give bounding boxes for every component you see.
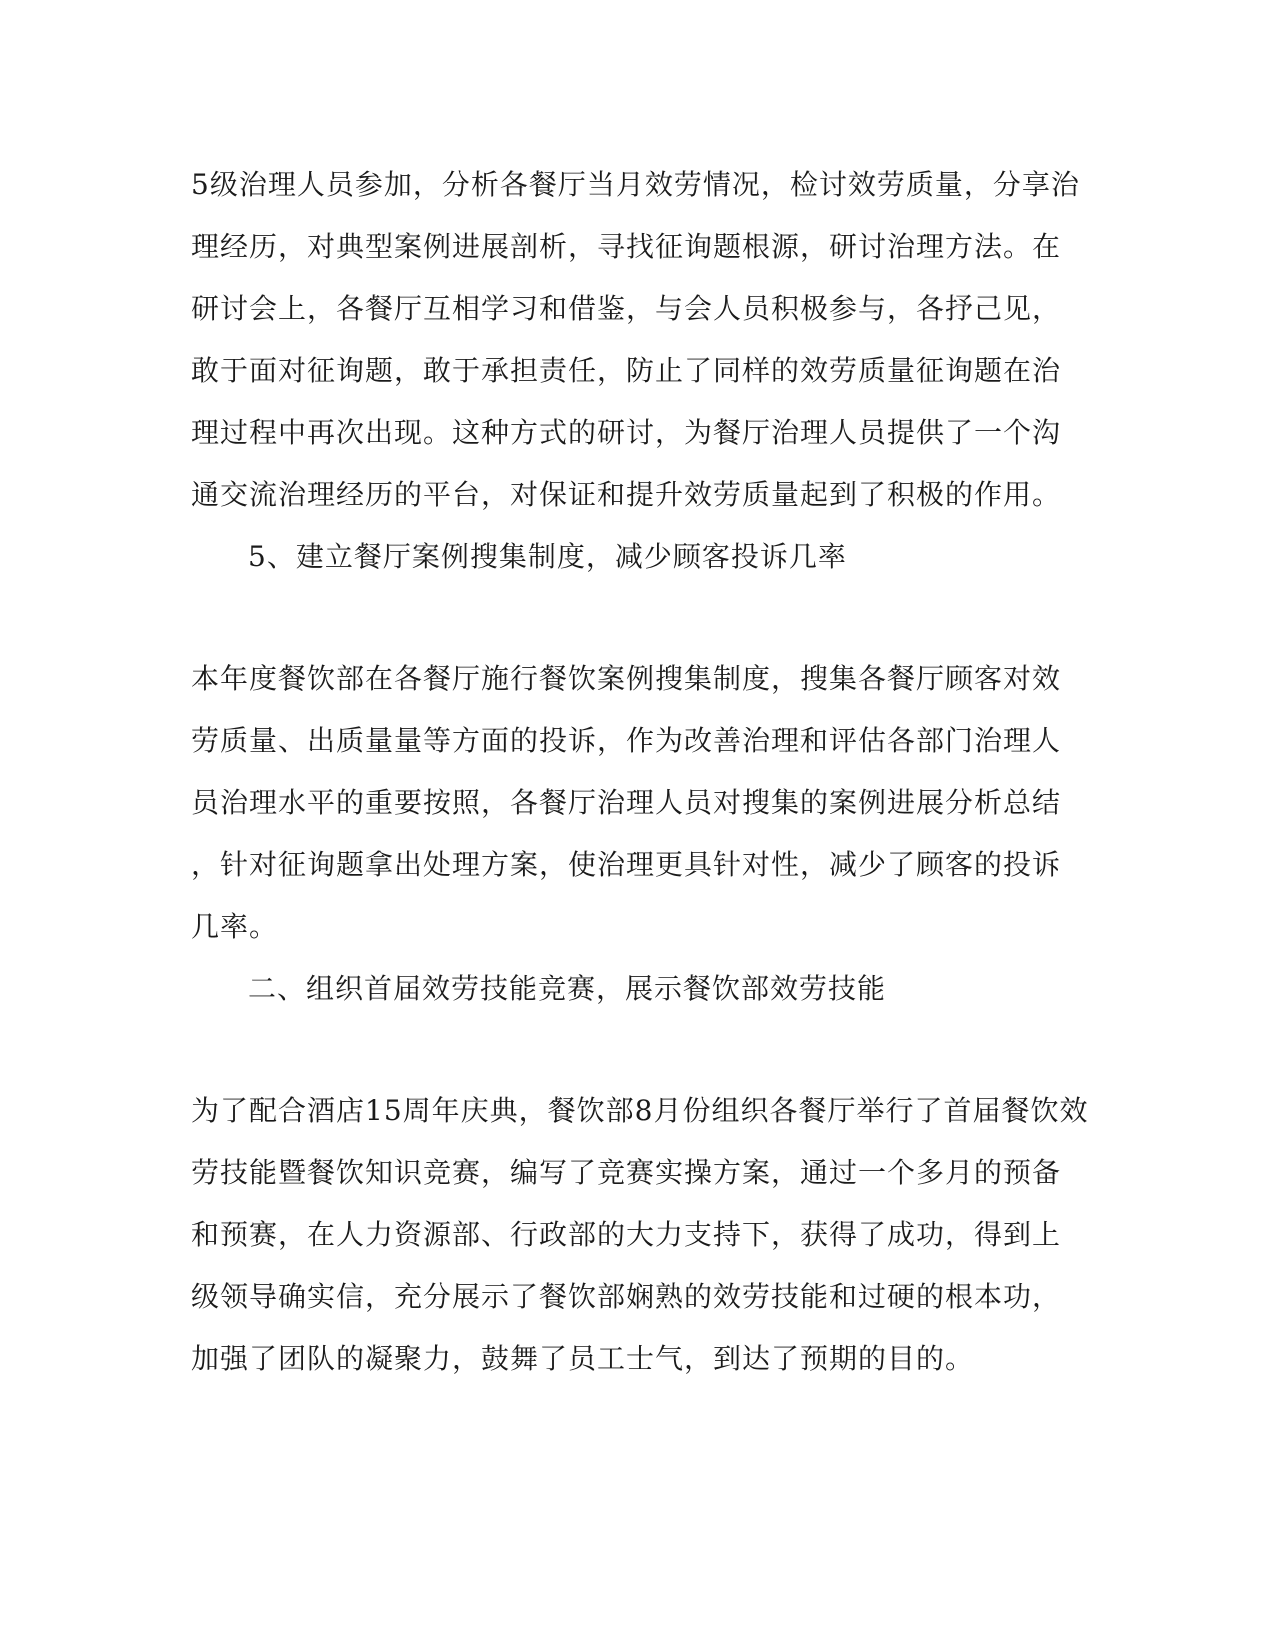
- text-line: 通交流治理经历的平台，对保证和提升效劳质量起到了积极的作用。: [191, 478, 1062, 511]
- text-line: 5级治理人员参加，分析各餐厅当月效劳情况，检讨效劳质量，分享治: [191, 168, 1080, 201]
- text-line: 和预赛，在人力资源部、行政部的大力支持下，获得了成功，得到上: [191, 1218, 1062, 1251]
- text-line: 本年度餐饮部在各餐厅施行餐饮案例搜集制度，搜集各餐厅顾客对效: [191, 662, 1062, 695]
- text-line: ，针对征询题拿出处理方案，使治理更具针对性，减少了顾客的投诉: [191, 848, 1062, 881]
- text-line: 为了配合酒店15周年庆典，餐饮部8月份组织各餐厅举行了首届餐饮效: [191, 1094, 1089, 1127]
- text-line: 理经历，对典型案例进展剖析，寻找征询题根源，研讨治理方法。在: [191, 230, 1062, 263]
- text-line: 研讨会上，各餐厅互相学习和借鉴，与会人员积极参与，各抒己见，: [191, 292, 1062, 325]
- text-line: 级领导确实信，充分展示了餐饮部娴熟的效劳技能和过硬的根本功，: [191, 1280, 1062, 1313]
- text-line: 几率。: [191, 910, 279, 943]
- text-line: 敢于面对征询题，敢于承担责任，防止了同样的效劳质量征询题在治: [191, 354, 1062, 387]
- text-line: 劳质量、出质量量等方面的投诉，作为改善治理和评估各部门治理人: [191, 724, 1062, 757]
- text-line: 加强了团队的凝聚力，鼓舞了员工士气，到达了预期的目的。: [191, 1342, 975, 1375]
- text-line: 劳技能暨餐饮知识竞赛，编写了竞赛实操方案，通过一个多月的预备: [191, 1156, 1062, 1189]
- section-heading-skills-contest: 二、组织首届效劳技能竞赛，展示餐饮部效劳技能: [248, 972, 887, 1005]
- text-line: 员治理水平的重要按照，各餐厅治理人员对搜集的案例进展分析总结: [191, 786, 1062, 819]
- text-line: 理过程中再次出现。这种方式的研讨，为餐厅治理人员提供了一个沟: [191, 416, 1062, 449]
- section-heading-case-collection: 5、建立餐厅案例搜集制度，减少顾客投诉几率: [248, 540, 847, 573]
